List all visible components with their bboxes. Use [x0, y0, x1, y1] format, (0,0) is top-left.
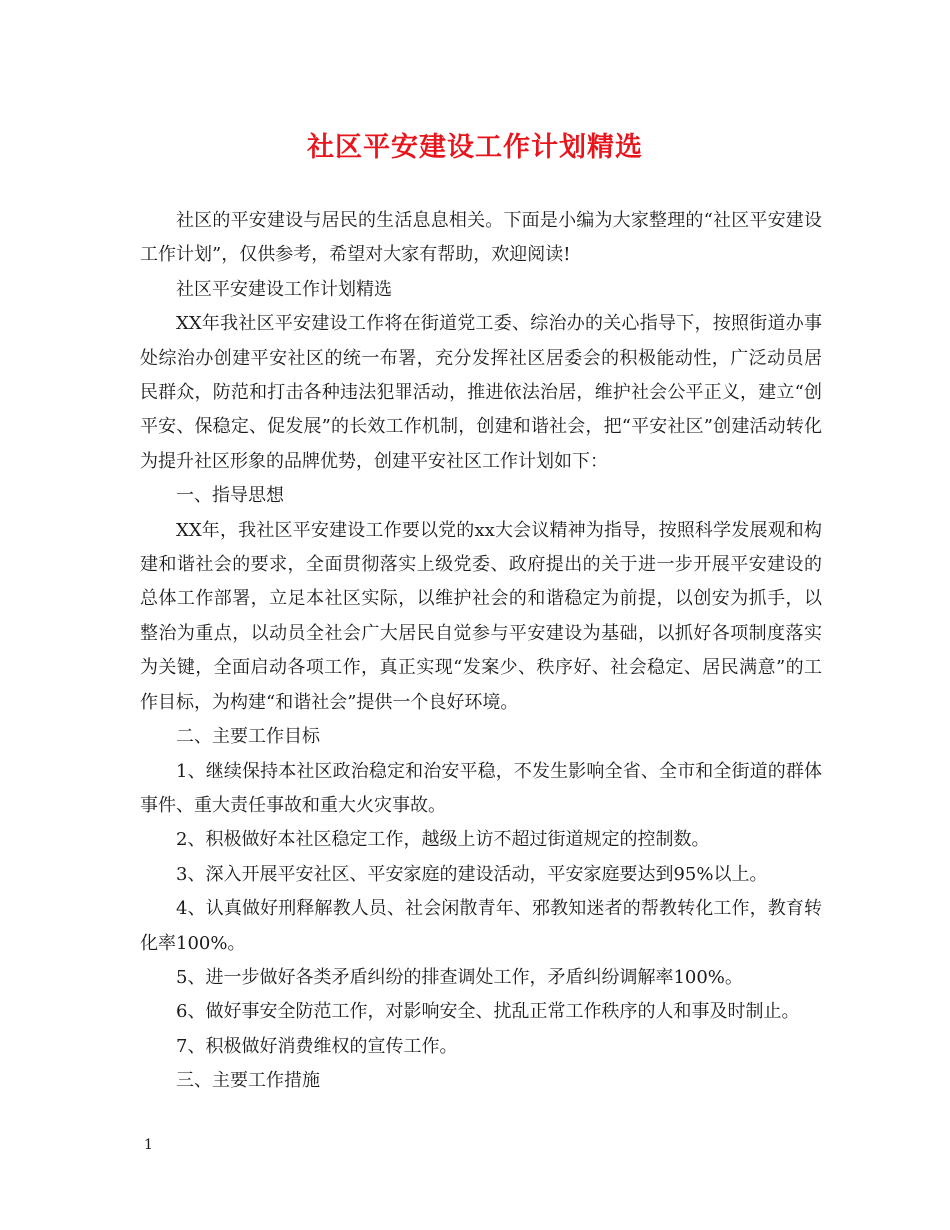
goal-item-2: 2、积极做好本社区稳定工作，越级上访不超过街道规定的控制数。 — [176, 829, 710, 851]
goal-item-4: 4、认真做好刑释解教人员、社会闲散青年、邪教知迷者的帮教转化工作，教育转化率100%。 — [140, 898, 822, 954]
goal-item-6: 6、做好事安全防范工作，对影响安全、扰乱正常工作秩序的人和事及时制止。 — [176, 1001, 800, 1023]
section-heading-guiding-thought: 一、指导思想 — [176, 485, 284, 507]
section-heading-main-goals: 二、主要工作目标 — [176, 726, 320, 748]
document-body — [140, 204, 822, 1099]
paragraph-overview: XX年我社区平安建设工作将在街道党工委、综治办的关心指导下，按照街道办事处综治办创建平安社区的统一布署，充分发挥社区居委会的积极能动性，广泛动员居民群众，防范和打击各种违法犯罪活动，推进依法治居，维护社会公平正义，建立“创平安、保稳定、促发展”的长效工作机制，创建和谐社会，把“平安社区”创建活动转化为提升社区形象的品牌优势，创建平安社区工作计划如下： — [140, 313, 822, 472]
goal-item-5: 5、进一步做好各类矛盾纠纷的排查调处工作，矛盾纠纷调解率100%。 — [176, 966, 743, 988]
paragraph-subtitle: 社区平安建设工作计划精选 — [176, 278, 392, 300]
goal-item-3: 3、深入开展平安社区、平安家庭的建设活动，平安家庭要达到95%以上。 — [176, 863, 768, 885]
section-heading-main-measures: 三、主要工作措施 — [176, 1070, 320, 1092]
page-number: 1 — [144, 1137, 153, 1153]
document-title: 社区平安建设工作计划精选 — [307, 132, 643, 163]
goal-item-7: 7、积极做好消费维权的宣传工作。 — [176, 1035, 458, 1057]
goal-item-1: 1、继续保持本社区政治稳定和治安平稳，不发生影响全省、全市和全街道的群体事件、重大责任事故和重大火灾事故。 — [140, 760, 822, 816]
paragraph-guiding-thought: XX年，我社区平安建设工作要以党的xx大会议精神为指导，按照科学发展观和构建和谐社会的要求，全面贯彻落实上级党委、政府提出的关于进一步开展平安建设的总体工作部署，立足本社区实际，以维护社会的和谐稳定为前提，以创安为抓手，以整治为重点，以动员全社会广大居民自觉参与平安建设为基础，以抓好各项制度落实为关键，全面启动各项工作，真正实现“发案少、秩序好、社会稳定、居民满意”的工作目标，为构建“和谐社会”提供一个良好环境。 — [140, 519, 822, 713]
paragraph-intro: 社区的平安建设与居民的生活息息相关。下面是小编为大家整理的“社区平安建设工作计划”，仅供参考，希望对大家有帮助，欢迎阅读! — [140, 210, 822, 266]
